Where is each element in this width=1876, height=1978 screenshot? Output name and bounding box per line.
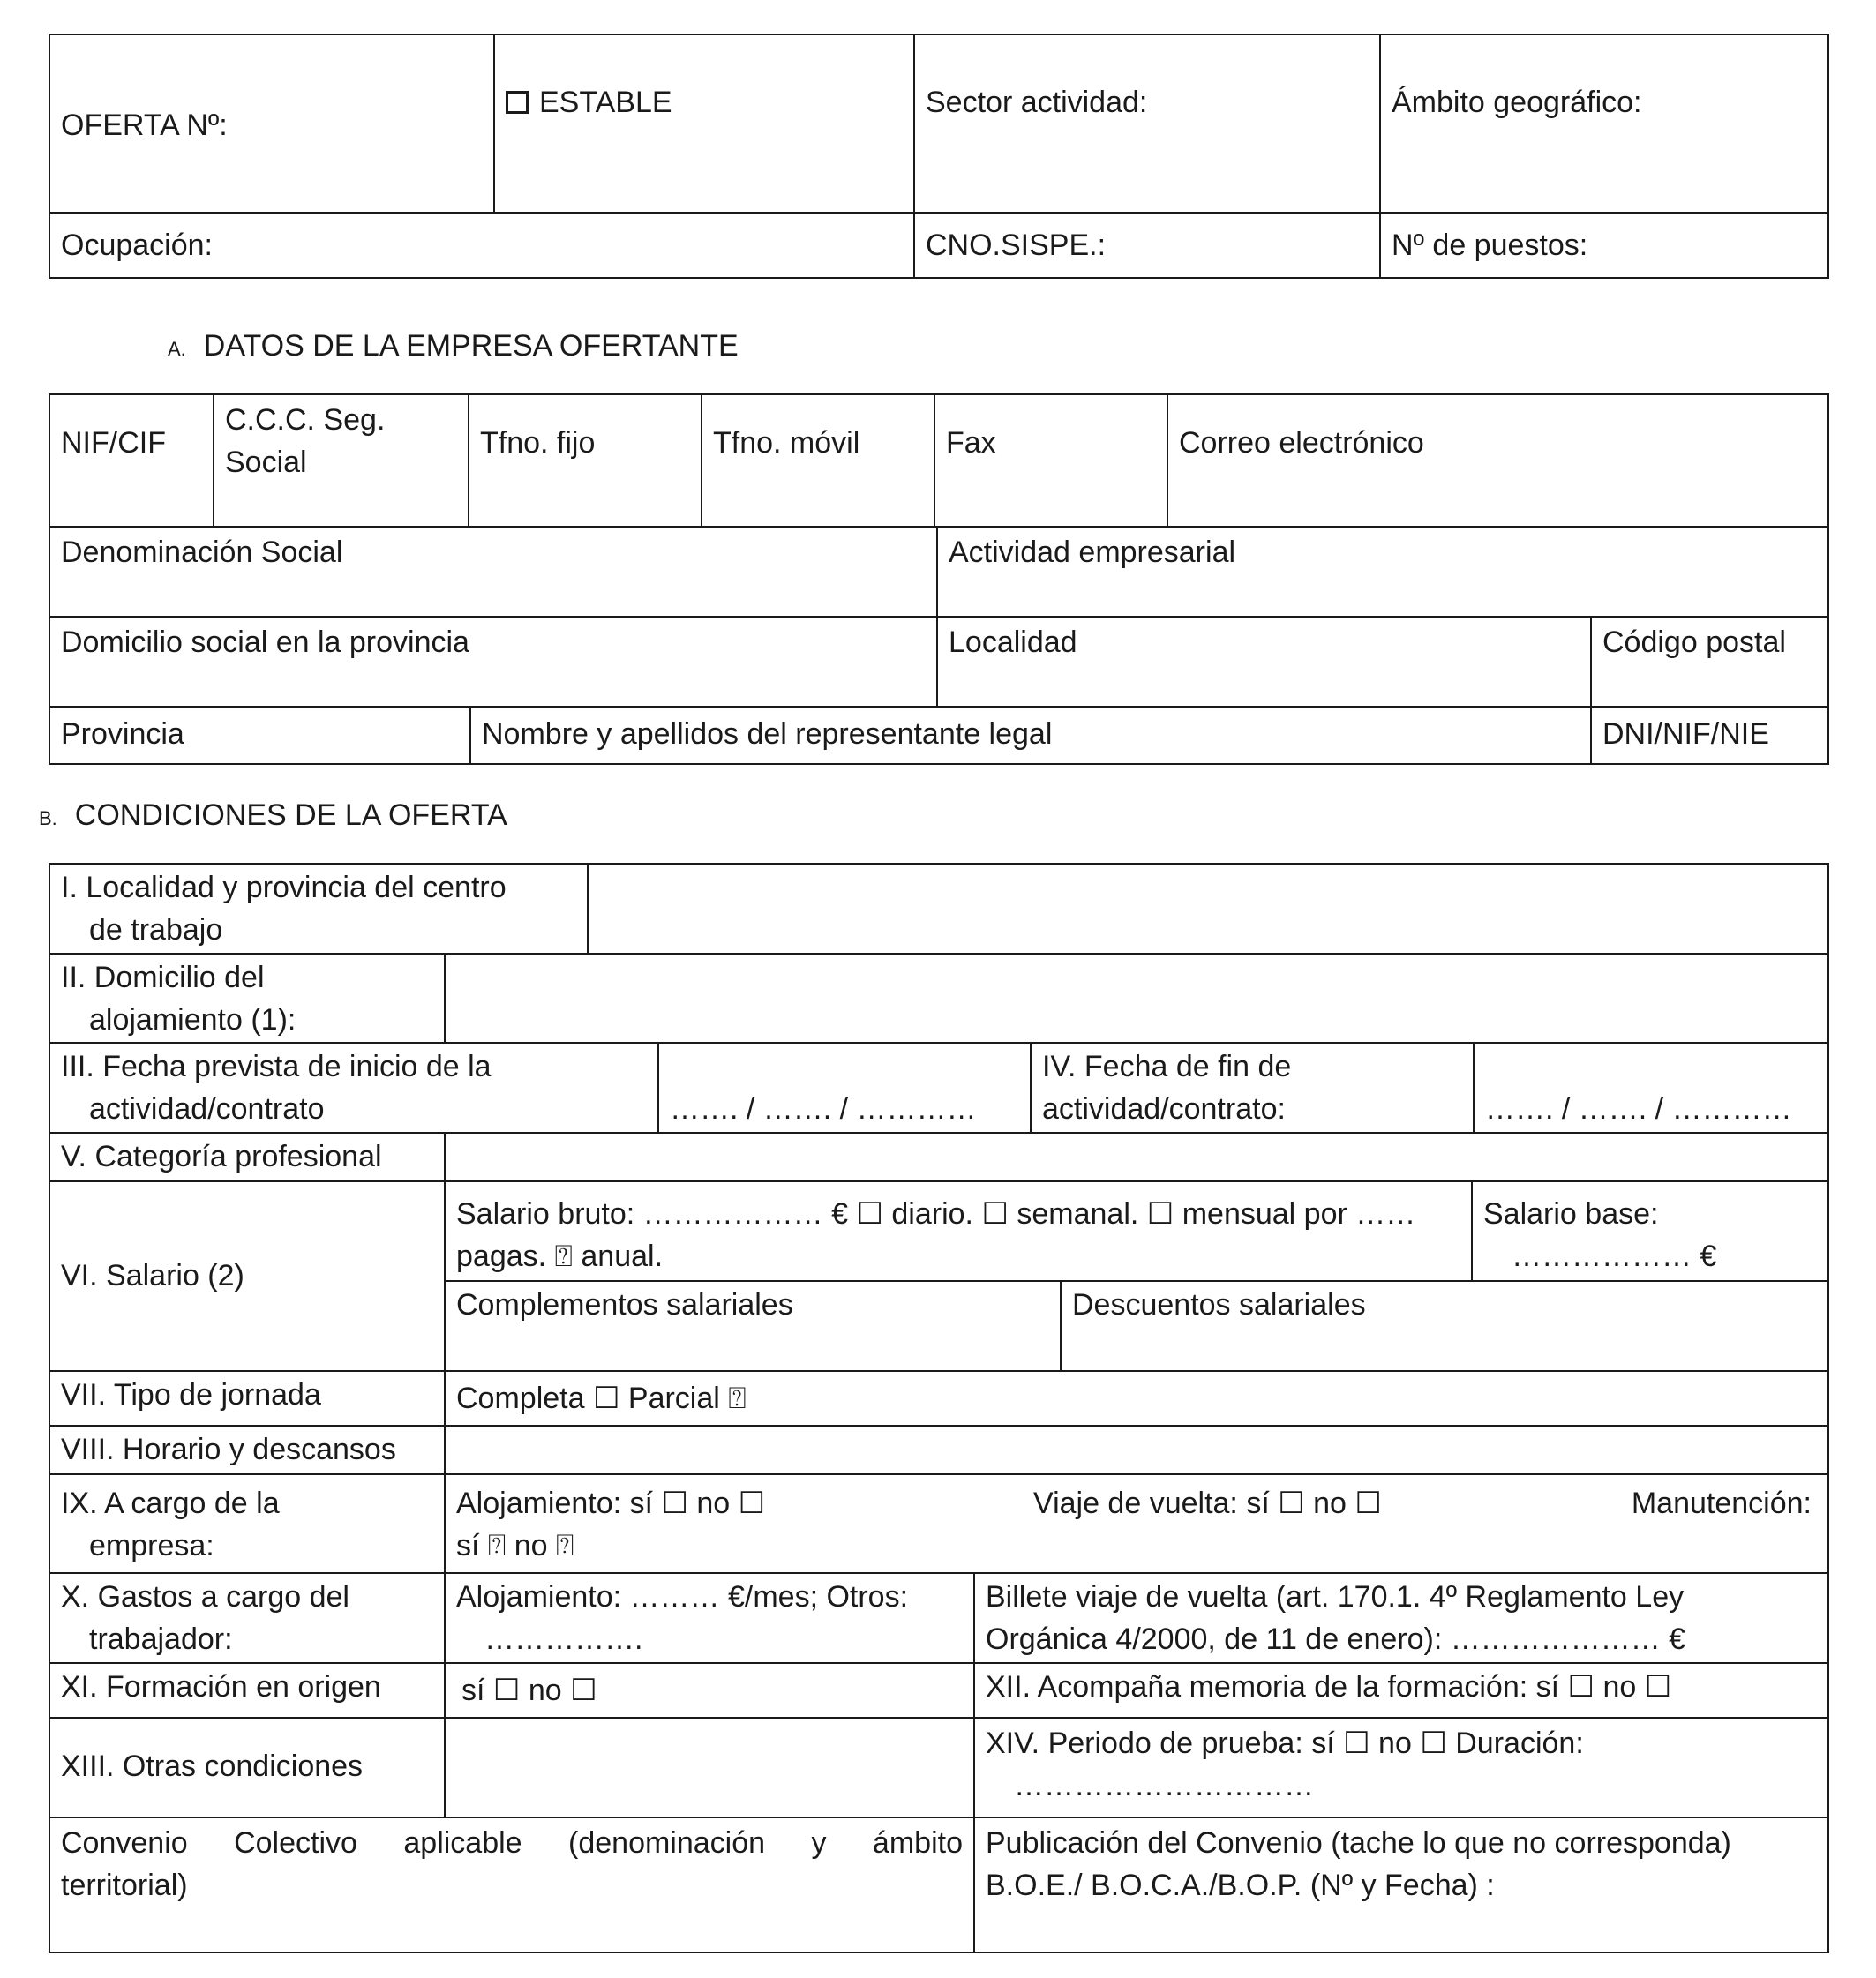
tfno-fijo-label: Tfno. fijo — [480, 426, 596, 460]
row-localidad-label-line2: de trabajo — [89, 913, 223, 947]
row-categoria-value-cell[interactable] — [444, 1132, 1829, 1182]
nif-cell[interactable] — [49, 393, 214, 528]
gastos-billete-line1: Billete viaje de vuelta (art. 170.1. 4º Reglamento Ley — [986, 1580, 1685, 1614]
section-b-letter: B. — [39, 807, 57, 829]
row-fecha-fin-value-cell[interactable] — [1473, 1042, 1829, 1134]
descuentos-label: Descuentos salariales — [1072, 1288, 1366, 1322]
tfno-movil-cell[interactable] — [701, 393, 935, 528]
cargo-manutencion-options[interactable]: sí ⍰ no ⍰ — [456, 1529, 574, 1562]
fax-label: Fax — [946, 426, 996, 460]
correo-cell[interactable] — [1167, 393, 1829, 528]
descuentos-cell[interactable] — [1060, 1280, 1829, 1372]
row-fecha-fin-label-line2: actividad/contrato: — [1042, 1092, 1286, 1126]
puestos-cell[interactable] — [1379, 212, 1829, 279]
row-formacion-label-cell — [49, 1662, 446, 1719]
row-cargo-empresa-label-line2: empresa: — [89, 1529, 214, 1562]
cargo-viaje-options[interactable]: Viaje de vuelta: sí ☐ no ☐ — [1033, 1487, 1382, 1520]
oferta-number-cell[interactable] — [49, 34, 495, 214]
salario-base-line2: ……………… € — [1512, 1240, 1717, 1273]
row-cargo-empresa-value-cell[interactable] — [444, 1473, 1829, 1574]
row-fecha-fin-label-line1: IV. Fecha de fin de — [1042, 1050, 1292, 1083]
section-b-title: CONDICIONES DE LA OFERTA — [74, 798, 507, 832]
row-fecha-inicio-label-line2: actividad/contrato — [89, 1092, 325, 1126]
codigo-postal-cell[interactable] — [1590, 616, 1829, 708]
row-alojamiento-label-cell — [49, 953, 446, 1044]
row-cargo-empresa-label-line1: IX. A cargo de la — [61, 1487, 280, 1520]
row-jornada-label: VII. Tipo de jornada — [61, 1378, 321, 1412]
row-jornada-value-cell[interactable] — [444, 1370, 1829, 1427]
row-fecha-inicio-value-cell[interactable] — [657, 1042, 1032, 1134]
salario-base-line1: Salario base: — [1483, 1197, 1659, 1231]
section-a-letter: A. — [168, 338, 186, 360]
actividad-cell[interactable] — [936, 526, 1829, 618]
convenio-label-line2: territorial) — [61, 1869, 188, 1902]
salario-bruto-cell[interactable] — [444, 1180, 1473, 1282]
publicacion-label-line2: B.O.E./ B.O.C.A./B.O.P. (Nº y Fecha) : — [986, 1869, 1495, 1902]
row-alojamiento-label-line2: alojamiento (1): — [89, 1003, 296, 1037]
gastos-billete-cell[interactable] — [973, 1572, 1829, 1664]
row-gastos-label-line1: X. Gastos a cargo del — [61, 1580, 349, 1614]
representante-label: Nombre y apellidos del representante legal — [482, 717, 1053, 751]
section-b-heading — [39, 796, 507, 838]
domicilio-cell[interactable] — [49, 616, 938, 708]
row-jornada-label-cell — [49, 1370, 446, 1427]
estable-checkbox-label[interactable] — [506, 81, 903, 124]
representante-cell[interactable] — [469, 706, 1592, 765]
denominacion-cell[interactable] — [49, 526, 938, 618]
gastos-alojamiento-line1: Alojamiento: ……… €/mes; Otros: — [456, 1580, 909, 1614]
denominacion-label: Denominación Social — [61, 536, 343, 569]
codigo-postal-label: Código postal — [1602, 626, 1786, 659]
row-otras-label: XIII. Otras condiciones — [61, 1749, 364, 1783]
row-horario-label: VIII. Horario y descansos — [61, 1433, 396, 1466]
row-alojamiento-value-cell[interactable] — [444, 953, 1829, 1044]
row-formacion-value-cell[interactable] — [444, 1662, 975, 1719]
puestos-label: Nº de puestos: — [1392, 229, 1588, 262]
row-categoria-label-cell — [49, 1132, 446, 1182]
row-localidad-label-cell — [49, 863, 589, 955]
formacion-options[interactable]: sí ☐ no ☐ — [461, 1674, 597, 1707]
convenio-cell[interactable] — [49, 1817, 975, 1953]
dni-label: DNI/NIF/NIE — [1602, 717, 1769, 751]
ccc-label-line1: C.C.C. Seg. — [225, 403, 386, 437]
periodo-prueba-line2: ………………………… — [1014, 1769, 1314, 1802]
row-cargo-empresa-label-cell — [49, 1473, 446, 1574]
nif-label: NIF/CIF — [61, 426, 166, 460]
row-localidad-label-line1: I. Localidad y provincia del centro — [61, 871, 507, 904]
row-horario-label-cell — [49, 1425, 446, 1475]
row-alojamiento-label-line1: II. Domicilio del — [61, 961, 265, 994]
row-categoria-label: V. Categoría profesional — [61, 1140, 382, 1173]
ambito-label: Ámbito geográfico: — [1392, 86, 1642, 119]
salario-bruto-line2: pagas. ⍰ anual. — [456, 1240, 664, 1273]
correo-label: Correo electrónico — [1179, 426, 1424, 460]
gastos-alojamiento-line2: ……………. — [484, 1622, 643, 1656]
salario-bruto-line1: Salario bruto: ……………… € ☐ diario. ☐ semanal. ☐ mensual por …… — [456, 1197, 1416, 1231]
ocupacion-cell[interactable] — [49, 212, 915, 279]
row-horario-value-cell[interactable] — [444, 1425, 1829, 1475]
jornada-options[interactable]: Completa ☐ Parcial ⍰ — [456, 1382, 747, 1415]
cargo-manutencion-label: Manutención: — [1631, 1487, 1812, 1520]
estable-cell[interactable] — [493, 34, 915, 214]
row-otras-value-cell[interactable] — [444, 1717, 975, 1818]
row-prueba-cell[interactable] — [973, 1717, 1829, 1818]
convenio-label-line1: Convenio Colectivo aplicable (denominación y ámbito — [61, 1826, 963, 1860]
sector-cell[interactable] — [913, 34, 1381, 214]
tfno-movil-label: Tfno. móvil — [713, 426, 860, 460]
memoria-formacion-options[interactable]: XII. Acompaña memoria de la formación: sí ☐ no ☐ — [986, 1670, 1672, 1704]
gastos-billete-line2: Orgánica 4/2000, de 11 de enero): ………………… € — [986, 1622, 1686, 1656]
estable-label: ESTABLE — [539, 86, 672, 119]
sector-label: Sector actividad: — [926, 86, 1148, 119]
cargo-alojamiento-options[interactable]: Alojamiento: sí ☐ no ☐ — [456, 1487, 766, 1520]
row-gastos-label-line2: trabajador: — [89, 1622, 233, 1656]
salario-base-cell[interactable] — [1471, 1180, 1829, 1282]
complementos-cell[interactable] — [444, 1280, 1062, 1372]
row-memoria-cell[interactable] — [973, 1662, 1829, 1719]
ccc-cell[interactable] — [213, 393, 469, 528]
actividad-label: Actividad empresarial — [949, 536, 1236, 569]
localidad-label: Localidad — [949, 626, 1077, 659]
fax-cell[interactable] — [934, 393, 1168, 528]
provincia-cell[interactable] — [49, 706, 471, 765]
row-fecha-inicio-label-cell — [49, 1042, 659, 1134]
oferta-number-label: OFERTA Nº: — [61, 109, 228, 142]
domicilio-label: Domicilio social en la provincia — [61, 626, 469, 659]
row-salario-label: VI. Salario (2) — [61, 1259, 244, 1292]
cno-label: CNO.SISPE.: — [926, 229, 1107, 262]
ccc-label-line2: Social — [225, 446, 307, 479]
row-fecha-fin-label-cell — [1030, 1042, 1475, 1134]
dni-cell[interactable] — [1590, 706, 1829, 765]
provincia-label: Provincia — [61, 717, 184, 751]
fecha-fin-date[interactable]: ……. / ……. / ………… — [1485, 1092, 1792, 1126]
publicacion-cell[interactable] — [973, 1817, 1829, 1953]
ocupacion-label: Ocupación: — [61, 229, 213, 262]
checkbox-icon[interactable] — [506, 91, 529, 114]
section-a-title: DATOS DE LA EMPRESA OFERTANTE — [203, 329, 739, 363]
ambito-cell[interactable] — [1379, 34, 1829, 214]
row-fecha-inicio-label-line1: III. Fecha prevista de inicio de la — [61, 1050, 492, 1083]
cno-cell[interactable] — [913, 212, 1381, 279]
row-formacion-label: XI. Formación en origen — [61, 1670, 381, 1704]
periodo-prueba-line1[interactable]: XIV. Periodo de prueba: sí ☐ no ☐ Duración: — [986, 1727, 1584, 1760]
localidad-cell[interactable] — [936, 616, 1592, 708]
row-gastos-label-cell — [49, 1572, 446, 1664]
fecha-inicio-date[interactable]: ……. / ……. / ………… — [670, 1092, 977, 1126]
row-otras-label-cell — [49, 1717, 446, 1818]
publicacion-label-line1: Publicación del Convenio (tache lo que no corresponda) — [986, 1826, 1731, 1860]
row-salario-label-cell — [49, 1180, 446, 1372]
tfno-fijo-cell[interactable] — [468, 393, 702, 528]
complementos-label: Complementos salariales — [456, 1288, 793, 1322]
gastos-alojamiento-cell[interactable] — [444, 1572, 975, 1664]
row-localidad-value-cell[interactable] — [587, 863, 1829, 955]
section-a-heading — [168, 326, 739, 369]
